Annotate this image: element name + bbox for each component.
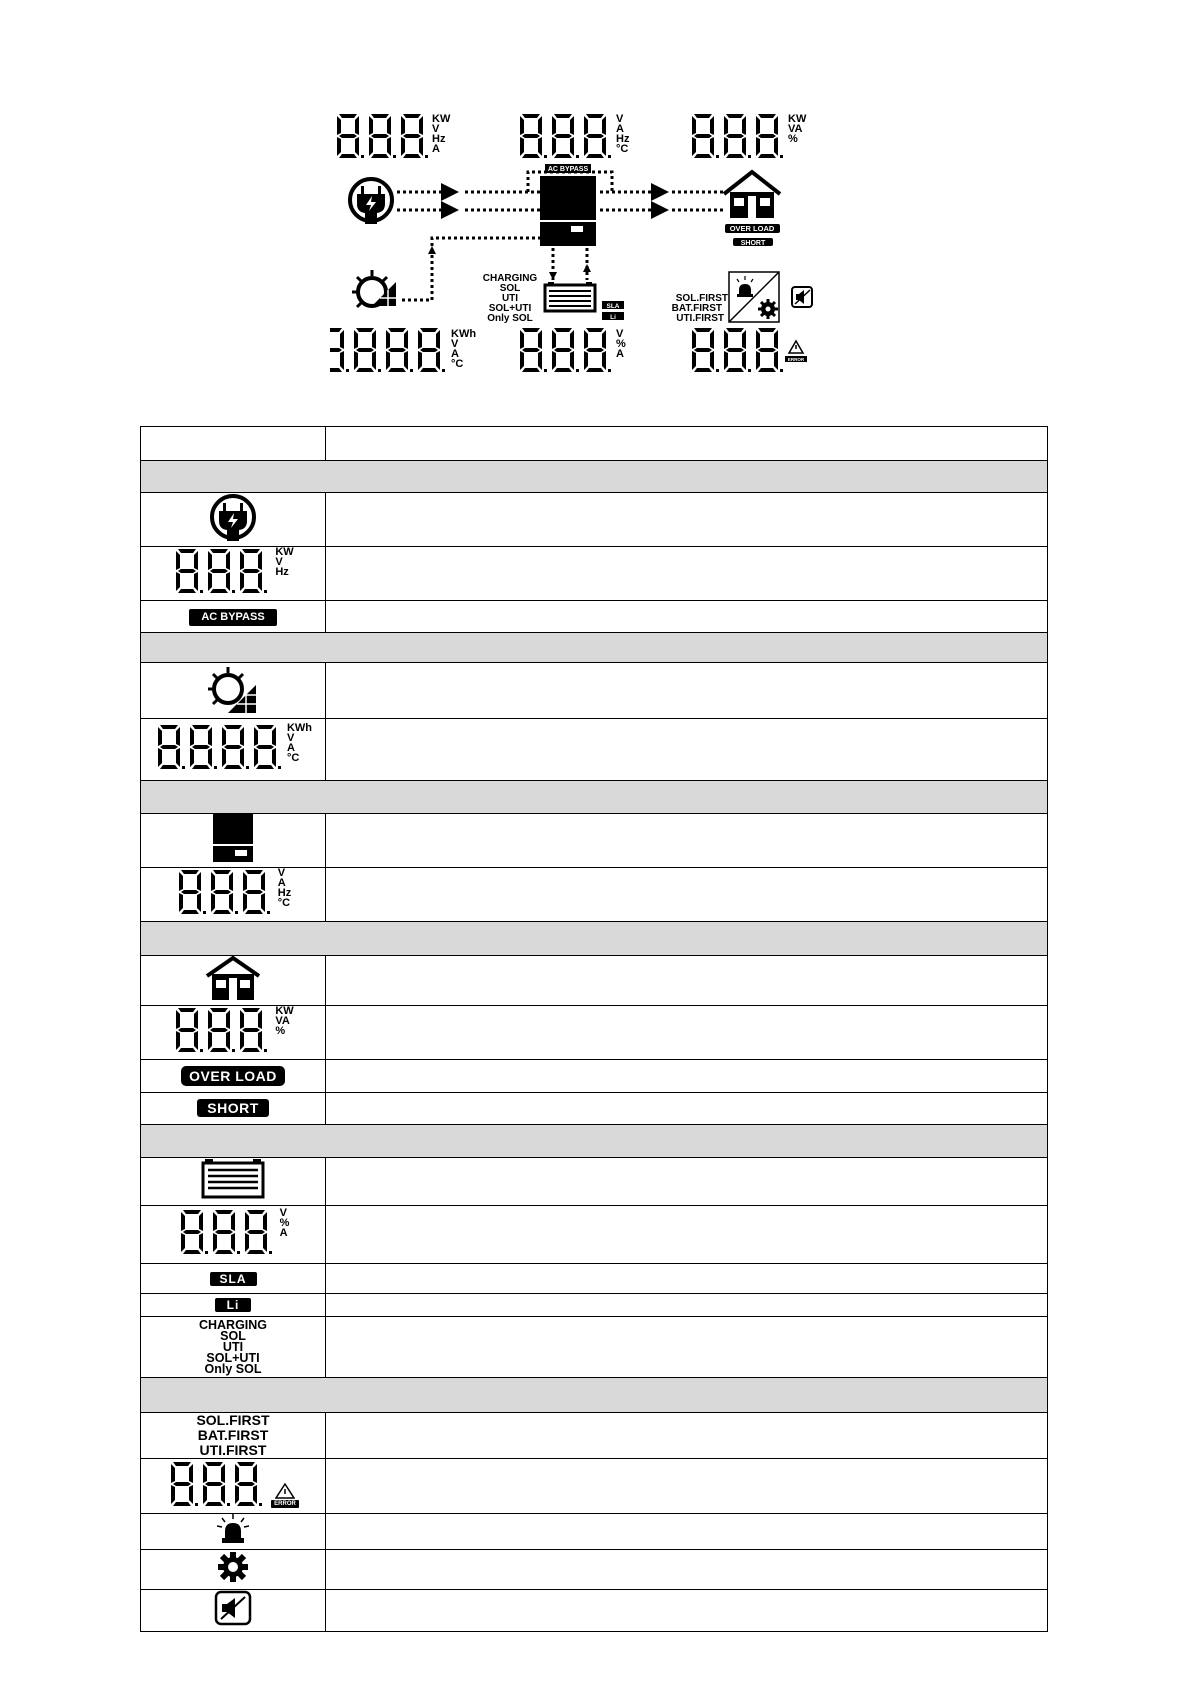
lcd-panel-diagram — [330, 100, 890, 410]
table-row — [141, 1093, 1048, 1125]
svg-text:A: A — [616, 348, 624, 360]
table-row — [141, 719, 1048, 781]
section-row-ac-input — [141, 461, 1048, 493]
row-description — [326, 1206, 1048, 1264]
error-label: ERROR — [271, 1500, 299, 1508]
table-row — [141, 493, 1048, 547]
mute-icon — [792, 287, 812, 307]
svg-text:SOL+UTI: SOL+UTI — [488, 303, 532, 314]
svg-text:V: V — [616, 113, 624, 125]
inverter-icon — [211, 814, 255, 862]
seven-segment-display-icon — [154, 723, 284, 771]
charging-mode-labels: CHARGING SOL UTI SOL+UTI Only SOL — [198, 1317, 268, 1376]
svg-text:UTI: UTI — [501, 293, 519, 304]
unit-labels: KWh V A °C — [286, 722, 313, 764]
row-description — [326, 1264, 1048, 1294]
row-description — [326, 1006, 1048, 1060]
unit-labels: KW VA % — [275, 1005, 294, 1037]
row-description — [326, 547, 1048, 601]
svg-text:SOL.FIRST: SOL.FIRST — [675, 293, 728, 304]
row-description — [326, 663, 1048, 719]
lcd-top-right-digits — [692, 114, 783, 158]
svg-text:AC BYPASS: AC BYPASS — [547, 166, 589, 173]
charging-mode-labels — [483, 273, 538, 324]
section-row-settings — [141, 1378, 1048, 1413]
mute-icon — [214, 1590, 252, 1626]
svg-text:KWh: KWh — [451, 328, 477, 340]
alarm-icon — [213, 1514, 253, 1544]
svg-text:A: A — [451, 348, 459, 360]
svg-text:SLA: SLA — [606, 303, 620, 310]
svg-text:°C: °C — [451, 358, 464, 370]
unit-hz: Hz — [432, 133, 446, 145]
row-description — [326, 1550, 1048, 1590]
row-description — [326, 1459, 1048, 1514]
gear-icon — [216, 1550, 250, 1584]
table-row — [141, 1413, 1048, 1459]
unit-a: A — [432, 143, 440, 155]
header-icon-cell — [141, 427, 326, 461]
svg-text:SOL: SOL — [499, 283, 521, 294]
lcd-bottom-left-digits — [330, 328, 445, 372]
row-description — [326, 1093, 1048, 1125]
seven-segment-display-icon — [167, 1460, 267, 1508]
row-description — [326, 1317, 1048, 1378]
section-row-battery — [141, 1125, 1048, 1158]
ac-bypass-label: AC BYPASS — [189, 609, 276, 626]
svg-text:CHARGING: CHARGING — [482, 273, 538, 284]
solar-panel-icon — [352, 270, 396, 307]
lcd-bottom-right-digits — [692, 328, 783, 372]
plug-icon — [205, 493, 261, 541]
battery-arrow-up — [583, 264, 591, 272]
svg-text:%: % — [788, 133, 798, 145]
table-row — [141, 601, 1048, 633]
seven-segment-display-icon — [172, 1006, 272, 1054]
table-row — [141, 1550, 1048, 1590]
error-label — [785, 356, 807, 362]
table-row — [141, 1514, 1048, 1550]
row-description — [326, 868, 1048, 922]
lcd-top-mid-digits — [520, 114, 611, 158]
lcd-icon-description-table — [140, 426, 1048, 1632]
ac-bypass-label — [545, 164, 591, 173]
seven-segment-display-icon — [172, 547, 272, 595]
row-description — [326, 493, 1048, 547]
row-description — [326, 1514, 1048, 1550]
table-row — [141, 1060, 1048, 1093]
row-description — [326, 601, 1048, 633]
header-description-cell — [326, 427, 1048, 461]
table-row — [141, 1158, 1048, 1206]
lcd-bottom-mid-units — [616, 328, 626, 360]
table-row — [141, 868, 1048, 922]
svg-text:SHORT: SHORT — [740, 240, 766, 247]
unit-kw: KW — [432, 113, 451, 125]
solar-arrow-up — [428, 246, 436, 254]
settings-panel-icon — [729, 272, 779, 322]
lcd-bottom-left-units — [451, 328, 476, 370]
unit-labels: KW V Hz — [275, 546, 294, 578]
svg-text:V: V — [616, 328, 624, 340]
svg-text:°C: °C — [616, 143, 629, 155]
unit-labels: V A Hz °C — [277, 867, 292, 909]
row-description — [326, 1158, 1048, 1206]
table-row — [141, 1459, 1048, 1514]
row-description — [326, 814, 1048, 868]
table-row — [141, 814, 1048, 868]
short-label: SHORT — [197, 1099, 269, 1117]
lcd-top-left-digits — [337, 114, 428, 158]
row-description — [326, 1294, 1048, 1317]
output-priority-labels — [672, 293, 728, 324]
inverter-icon — [540, 176, 596, 246]
row-description — [326, 956, 1048, 1006]
battery-icon — [201, 1159, 265, 1199]
warning-icon — [789, 341, 803, 353]
table-row — [141, 1590, 1048, 1632]
house-icon — [204, 956, 262, 1000]
lcd-top-right-units — [788, 113, 807, 145]
table-row — [141, 1264, 1048, 1294]
section-row-inverter — [141, 781, 1048, 814]
unit-v: V — [432, 123, 440, 135]
house-icon — [724, 172, 780, 218]
svg-text:Li: Li — [610, 314, 616, 321]
row-description — [326, 1060, 1048, 1093]
svg-text:V: V — [451, 338, 459, 350]
table-row — [141, 547, 1048, 601]
table-row — [141, 956, 1048, 1006]
table-row — [141, 1294, 1048, 1317]
svg-text:Hz: Hz — [616, 133, 630, 145]
section-row-load — [141, 922, 1048, 956]
over-load-label — [725, 224, 780, 233]
over-load-label: OVER LOAD — [181, 1066, 285, 1086]
svg-text:OVER LOAD: OVER LOAD — [729, 224, 775, 233]
section-row-pv-input — [141, 633, 1048, 663]
table-row — [141, 1317, 1048, 1378]
svg-text:%: % — [616, 338, 626, 350]
table-row — [141, 1206, 1048, 1264]
svg-text:BAT.FIRST: BAT.FIRST — [671, 303, 722, 314]
svg-text:UTI.FIRST: UTI.FIRST — [676, 313, 724, 324]
row-description — [326, 1590, 1048, 1632]
table-header-row — [141, 427, 1048, 461]
table-row — [141, 1006, 1048, 1060]
plug-icon — [350, 179, 392, 224]
lcd-bottom-mid-digits — [520, 328, 611, 372]
battery-icon — [545, 282, 595, 311]
lcd-top-mid-units — [616, 113, 630, 155]
li-label: Li — [215, 1298, 252, 1312]
battery-arrow-down — [549, 272, 557, 280]
table-row — [141, 663, 1048, 719]
svg-text:A: A — [616, 123, 624, 135]
li-label — [602, 312, 624, 321]
lcd-top-left-units — [432, 113, 451, 155]
output-priority-labels: SOL.FIRST BAT.FIRST UTI.FIRST — [196, 1412, 270, 1458]
sla-label — [602, 301, 624, 310]
warning-icon — [275, 1483, 295, 1499]
sla-label: SLA — [210, 1272, 257, 1286]
svg-text:KW: KW — [788, 113, 807, 125]
short-label — [733, 238, 773, 247]
seven-segment-display-icon — [175, 868, 275, 916]
svg-text:VA: VA — [788, 123, 803, 135]
svg-text:Only SOL: Only SOL — [487, 313, 533, 324]
unit-labels: V % A — [279, 1207, 290, 1239]
svg-text:ERROR: ERROR — [787, 357, 805, 362]
seven-segment-display-icon — [177, 1208, 277, 1256]
solar-panel-icon — [204, 663, 262, 713]
row-description — [326, 1413, 1048, 1459]
row-description — [326, 719, 1048, 781]
